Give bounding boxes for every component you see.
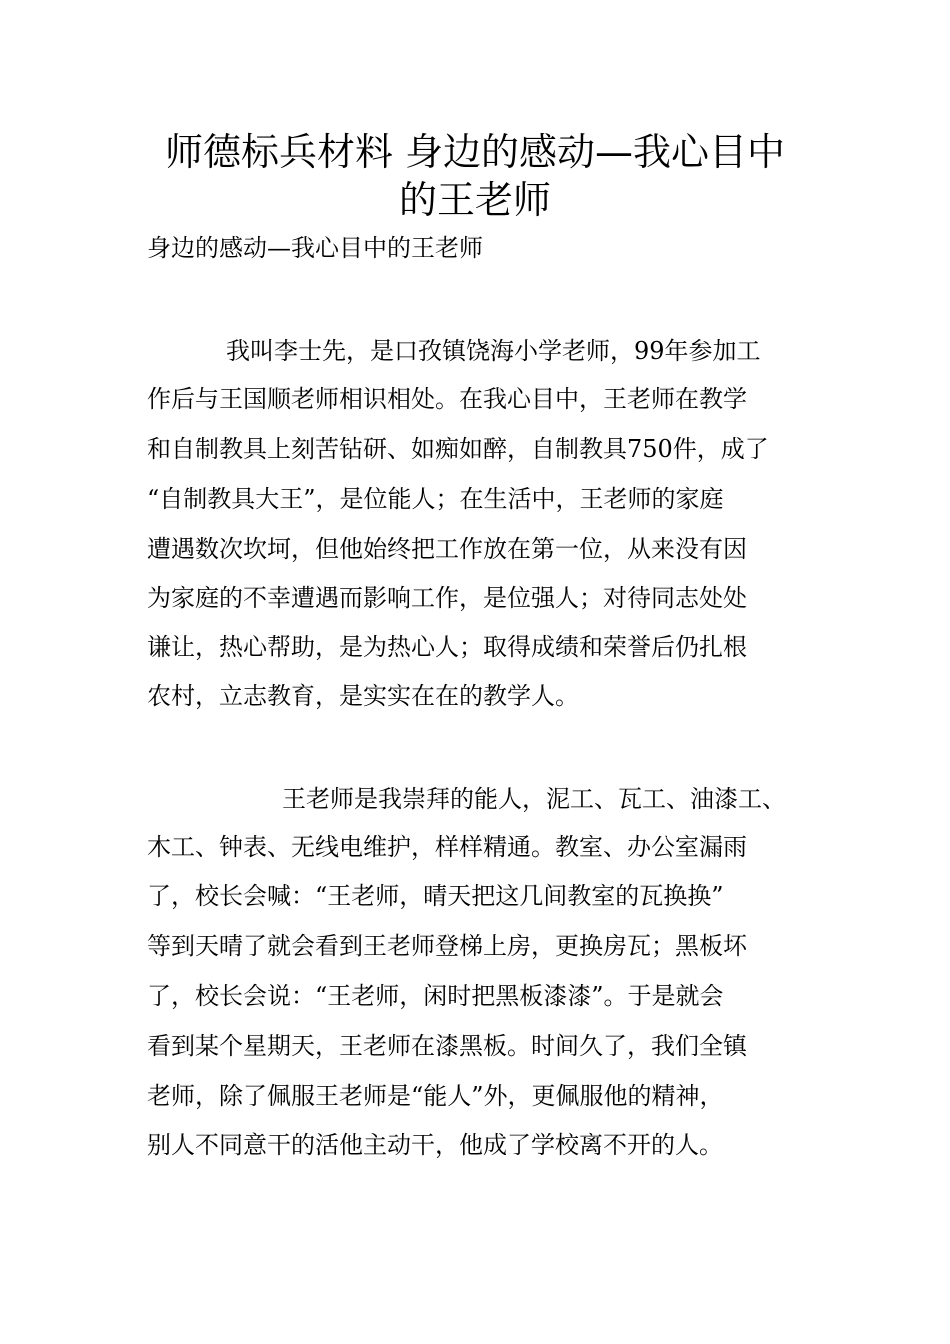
document-subtitle: 身边的感动—我心目中的王老师 [147,234,483,262]
paragraph-2-line: 等到天晴了就会看到王老师登梯上房，更换房瓦；黑板坏 [147,932,747,960]
document-title-line-1: 师德标兵材料 身边的感动—我心目中 [164,130,786,174]
paragraph-1-line: 为家庭的不幸遭遇而影响工作，是位强人；对待同志处处 [147,584,747,612]
paragraph-2-line: 木工、钟表、无线电维护，样样精通。教室、办公室漏雨 [147,833,747,861]
paragraph-2-line: 王老师是我崇拜的能人，泥工、瓦工、油漆工、 [282,785,786,813]
paragraph-1-line: 和自制教具上刻苦钻研、如痴如醉，自制教具750件，成了 [147,435,769,463]
paragraph-1-line: “自制教具大王”，是位能人；在生活中，王老师的家庭 [147,485,724,513]
document-title-line-2: 的王老师 [398,178,551,222]
paragraph-1-line: 我叫李士先，是口孜镇饶海小学老师，99年参加工 [226,337,761,365]
paragraph-2-line: 老师，除了佩服王老师是“能人”外，更佩服他的精神， [147,1082,724,1110]
paragraph-1-line: 作后与王国顺老师相识相处。在我心目中，王老师在教学 [147,385,747,413]
paragraph-1-line: 遭遇数次坎坷，但他始终把工作放在第一位，从来没有因 [147,535,747,563]
paragraph-2-line: 看到某个星期天，王老师在漆黑板。时间久了，我们全镇 [147,1032,747,1060]
paragraph-2-line: 了，校长会喊：“王老师，晴天把这几间教室的瓦换换” [147,882,724,910]
paragraph-2-line: 别人不同意干的活他主动干，他成了学校离不开的人。 [147,1131,723,1159]
paragraph-2-line: 了，校长会说：“王老师，闲时把黑板漆漆”。于是就会 [147,982,724,1010]
paragraph-1-line: 农村，立志教育，是实实在在的教学人。 [147,682,579,710]
paragraph-1-line: 谦让，热心帮助，是为热心人；取得成绩和荣誉后仍扎根 [147,633,747,661]
